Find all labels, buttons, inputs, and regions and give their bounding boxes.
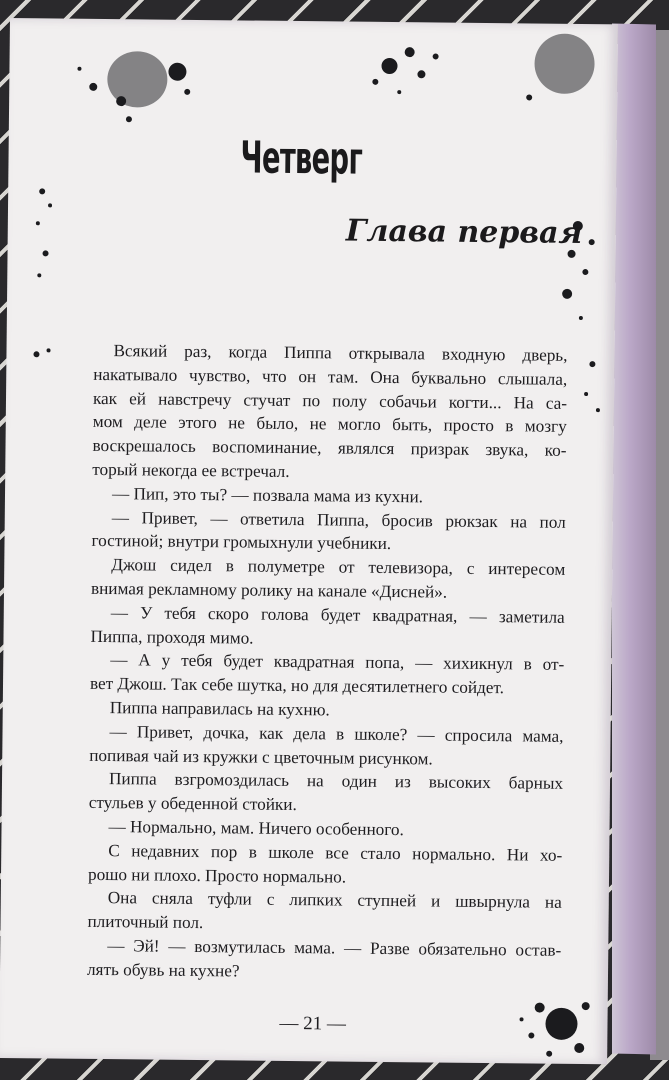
text-line: рошо ни плохо. Просто нормально. [87,864,347,887]
text-line: — Эй! — возмутилась мама. — Разве обязательно остав- [107,935,562,960]
text-line: — А у тебя будет квадратная попа, — хихикнул в от- [110,650,565,675]
text-line: накатывало чувство, что он там. Она буквально слышала, [93,364,568,389]
text-line: — У тебя скоро голова будет квадратная, — заметила [110,602,565,627]
ink-splatter-top-left [59,39,210,131]
ink-splatter-top-right [349,26,600,119]
text-line: — Привет, дочка, как дела в школе? — спросила мама, [109,721,564,746]
text-line: — Пип, это ты? — позвала мама из кухни. [111,483,424,507]
text-line: — Нормально, мам. Ничего особенного. [108,817,404,840]
ink-splatter-left-2 [22,340,62,370]
text-line: Всякий раз, когда Пиппа открывала входную дверь, [113,341,568,365]
ink-splatter-left-1 [29,183,70,293]
text-line: мом деле этого не было, не могло быть, просто в мозгу [92,412,567,437]
text-line: попивая чай из кружки с цветочным рисунком. [89,745,433,769]
book-page [0,18,618,1064]
text-line: С недавних пор в школе все стало нормально. Ни хо- [108,840,563,865]
page-number: — 21 — [279,1012,347,1035]
text-line: вет Джош. Так себе шутка, но для десятилетнего сойдет. [89,674,505,698]
chapter-title: Глава первая [345,213,583,252]
text-line: Пиппа, проходя мимо. [90,626,254,648]
text-line: гостиной; внутри громыхнули учебники. [91,531,392,554]
page-stack-edge [612,24,656,1055]
text-line: стульев у обеденной стойки. [88,793,297,815]
text-line: лять обувь на кухне? [86,959,240,981]
part-title: Четверг [240,132,363,185]
body-text [87,339,568,986]
ink-splatter-bottom-right [509,983,600,1064]
text-line: воскрешалось воспоминание, являлся призрак звука, ко- [92,436,567,461]
text-line: как ей навстречу стучат по полу собачьи когти... На са- [92,388,568,413]
text-line: — Привет, — ответила Пиппа, бросив рюкзак на пол [111,507,566,532]
text-line: торый некогда ее встречал. [92,459,290,481]
text-line: плиточный пол. [87,911,204,933]
text-line: Пиппа направилась на кухню. [109,698,330,720]
text-line: Пиппа взгромоздилась на один из высоких барных [108,769,564,794]
text-line: Джош сидел в полуметре от телевизора, с интересом [111,555,566,580]
text-line: внимая рекламному ролику на канале «Дисней». [90,578,448,602]
text-line: Она сняла туфли с липких ступней и швырнула на [107,888,562,913]
